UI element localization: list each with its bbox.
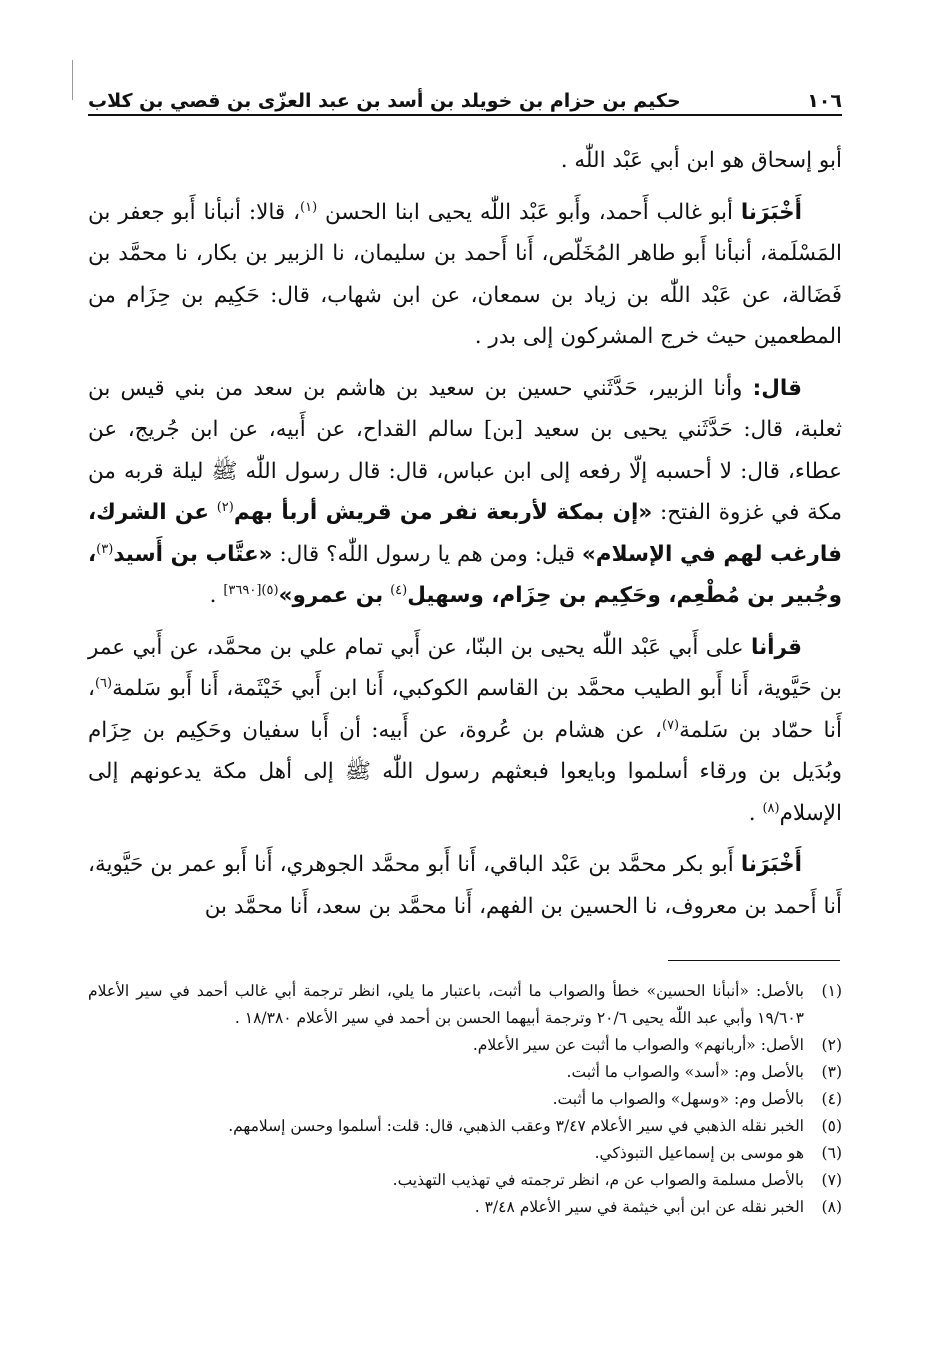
footnote-number: (٦) xyxy=(821,1144,842,1162)
hadith-text: «إن بمكة لأربعة نفر من قريش أربأ بهم xyxy=(233,500,653,525)
footnote xyxy=(88,1032,842,1059)
text-run: ، عن هشام بن عُروة، عن أَبيه: أن أَبا سفيان وحَكِيم بن حِزَام وبُدَيل بن ورقاء أسلموا وبايعوا فبعثهم رسول اللّٰه ﷺ إلى أهل مكة يدعونهم إلى الإسلام xyxy=(88,717,842,826)
footnote-ref: (١) xyxy=(300,199,318,215)
transmission-term: قرأنا xyxy=(751,634,802,660)
footnote xyxy=(88,1194,842,1221)
transmission-term: قال: xyxy=(752,375,802,401)
paragraph xyxy=(88,140,842,182)
transmission-term: أَخْبَرَنا xyxy=(740,199,803,225)
text-run: وأنا الزبير، حَدَّثَني حسين بن سعيد بن هاشم بن سعد من بني قيس بن ثعلبة، قال: حَدَّثَني يحيى بن سعيد [بن] سالم القداح، عن أَبيه، عن ابن جُريج، عن عطاء، قال: لا أحسبه إلّا رفعه إلى ابن عباس، قال: قال رسول اللّٰه ﷺ ليلة قربه من مكة في غزوة الفتح: xyxy=(88,375,843,525)
text-run: أبو غالب أَحمد، وأَبو عَبْد اللّٰه يحيى ابنا الحسن xyxy=(325,199,733,225)
margin-mark xyxy=(72,60,73,100)
footnote-number: (١) xyxy=(821,982,842,1000)
footnote-ref: (٧) xyxy=(661,717,680,733)
footnote-number: (٤) xyxy=(821,1090,842,1108)
footnote-text: الخبر نقله الذهبي في سير الأعلام ٣/٤٧ وعقب الذهبي، قال: قلت: أسلموا وحسن إسلامهم. xyxy=(228,1117,804,1135)
text-run: على أَبي عَبْد اللّٰه يحيى بن البنّا، عن أَبي تمام علي بن محمَّد، عن أَبي عمر بن حَيَّوية، أَنا أَبو الطيب محمَّد بن القاسم الكوكبي، أَنا ابن أَبي خَيْثَمة، أَنا أَبو سَلمة xyxy=(88,634,842,701)
footnote-text: الأصل: «أربانهم» والصواب ما أثبت عن سير الأعلام. xyxy=(472,1036,804,1054)
page-number: ١٠٦ xyxy=(807,90,842,112)
text-run: أبو إسحاق هو ابن أبي عَبْد اللّٰه . xyxy=(560,148,842,173)
footnote-rule xyxy=(668,960,840,961)
running-title: حكيم بن حزام بن خويلد بن أسد بن عبد العزّى بن قصي بن كلاب xyxy=(88,90,681,112)
footnote xyxy=(88,1059,842,1086)
footnote xyxy=(88,1140,842,1167)
text-run: أَبو بكر محمَّد بن عَبْد الباقي، أَنا أَبو محمَّد الجوهري، أَنا أَبو عمر بن حَيَّوية، أَنا أَحمد بن معروف، نا الحسين بن الفهم، أَنا محمَّد بن سعد، أَنا محمَّد بن xyxy=(88,852,842,919)
transmission-term: أَخْبَرَنا xyxy=(740,852,803,877)
footnote-ref: (٣) xyxy=(96,541,114,557)
paragraph xyxy=(88,368,842,617)
footnote xyxy=(88,1113,842,1140)
hadith-text: بن عمرو» xyxy=(278,583,384,608)
footnote-ref: (٥)[٣٦٩٠] xyxy=(223,582,279,598)
footnote-number: (٢) xyxy=(821,1036,842,1054)
footnote-text: بالأصل وم: «أسد» والصواب ما أثبت. xyxy=(566,1063,804,1081)
text-run: قيل: ومن هم يا رسول اللّٰه؟ قال: xyxy=(279,541,576,567)
footnotes xyxy=(88,978,842,1221)
footnote-number: (٣) xyxy=(821,1063,842,1081)
hadith-text: عن الشرك، فارغب لهم في الإسلام» xyxy=(88,500,842,567)
footnote-ref: (٨) xyxy=(762,800,780,816)
footnote-number: (٨) xyxy=(821,1198,842,1216)
text-run: . xyxy=(209,583,217,608)
hadith-text: «عتَّاب بن أَسيد xyxy=(113,541,273,567)
footnote-text: بالأصل: «أنبأنا الحسين» خطأ والصواب ما أثبت، باعتبار ما يلي، انظر ترجمة أبي غالب أحمد في سير الأعلام ١٩/٦٠٣ وأبي عبد اللّٰه يحيى ٢٠/٦ وترجمة أبيهما الحسن بن أحمد في سير الأعلام ١٨/٣٨٠ . xyxy=(88,982,804,1027)
footnote-text: الخبر نقله عن ابن أبي خيثمة في سير الأعلام ٣/٤٨ . xyxy=(474,1198,804,1216)
footnote xyxy=(88,1167,842,1194)
footnote xyxy=(88,978,842,1032)
page-header xyxy=(88,78,842,112)
footnote xyxy=(88,1086,842,1113)
text-run: ، أَنا حمّاد بن سَلمة xyxy=(88,676,842,743)
paragraph xyxy=(88,844,842,927)
footnote-ref: (٤) xyxy=(390,582,408,598)
footnote-text: بالأصل وم: «وسهل» والصواب ما أثبت. xyxy=(552,1090,804,1108)
main-text xyxy=(88,140,842,937)
text-run: . xyxy=(748,800,756,826)
footnote-ref: (٢) xyxy=(216,499,234,515)
footnote-ref: (٦) xyxy=(94,675,113,691)
paragraph xyxy=(88,192,842,358)
footnote-text: بالأصل مسلمة والصواب عن م، انظر ترجمته في تهذيب التهذيب. xyxy=(392,1171,804,1189)
paragraph xyxy=(88,627,842,835)
footnote-number: (٥) xyxy=(821,1117,842,1135)
text-run: ، قالا: أنبأنا أَبو جعفر بن المَسْلَمة، أنبأنا أَبو طاهر المُخَلّص، أَنا أَحمد بن سليمان، نا الزبير بن بكار، نا محمَّد بن فَضَالة، عن عَبْد اللّٰه بن زياد بن سمعان، عن ابن شهاب، قال: حَكِيم بن حِزَام من المطعمين حيث خرج المشركون إلى بدر . xyxy=(88,199,842,349)
hadith-text: ، وجُبير بن مُطْعِم، وحَكِيم بن حِزَام، وسهيل xyxy=(88,541,842,608)
header-rule xyxy=(88,114,842,116)
footnote-text: هو موسى بن إسماعيل التبوذكي. xyxy=(594,1144,804,1162)
footnote-number: (٧) xyxy=(821,1171,842,1189)
